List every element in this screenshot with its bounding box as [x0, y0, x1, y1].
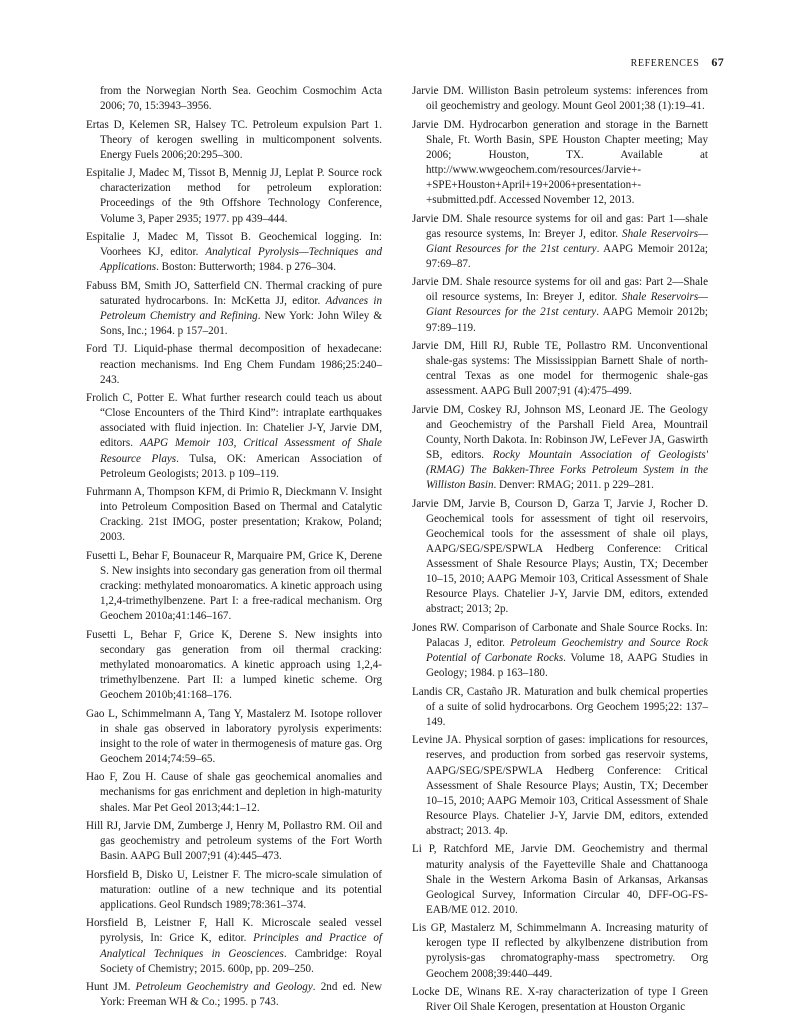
reference-entry: Fabuss BM, Smith JO, Satterfield CN. Thermal cracking of pure saturated hydrocarbons. In: McKetta JJ, editor. Advances in Petroleum Chemistry and Refining. New York: John Wiley & Sons, Inc.; 1964. p 157–201.	[86, 279, 383, 337]
reference-entry: Ford TJ. Liquid-phase thermal decomposition of hexadecane: reaction mechanisms. Ind Eng Chem Fundam 1986;25:240–243.	[86, 343, 382, 386]
reference-entry: Jarvie DM. Hydrocarbon generation and storage in the Barnett Shale, Ft. Worth Basin, SPE Houston Chapter meeting; May 2006; Houston, TX. Available at http://www.wwgeochem.com/resources/Jarvie+-+SPE+Houston+April+19+2006+presentation+-+submitted.pdf. Accessed November 12, 2013.	[412, 118, 708, 207]
reference-entry: Jarvie DM, Jarvie B, Courson D, Garza T, Jarvie J, Rocher D. Geochemical tools for assessment of tight oil reservoirs, Geochemical tools for the assessment of shale oil plays, AAPG/SEG/SPE/SPWLA Hedberg Conference: Critical Assessment of Shale Resource Plays; Austin, TX; December 10–15, 2010; AAPG Memoir 103, Critical Assessment of Shale Resource Plays. Chatelier J-Y, Jarvie DM, editors, extended abstract; 2013; 2p.	[412, 497, 708, 616]
reference-entry: Jarvie DM. Shale resource systems for oil and gas: Part 1—shale gas resource systems, In: Breyer J, editor. Shale Reservoirs—Giant Resources for the 21st century. AAPG Memoir 2012a; 97:69–87.	[412, 212, 708, 270]
reference-entry: Fuhrmann A, Thompson KFM, di Primio R, Dieckmann V. Insight into Petroleum Composition Based on Thermal and Catalytic Cracking. 21st IMOG, poster presentation; Krakow, Poland; 2003.	[86, 486, 382, 544]
reference-entry: Locke DE, Winans RE. X-ray characterization of type I Green River Oil Shale Kerogen, presentation at Houston Organic	[412, 986, 708, 1014]
page-number: 67	[711, 55, 724, 69]
reference-entry: Jones RW. Comparison of Carbonate and Shale Source Rocks. In: Palacas J, editor. Petroleum Geochemistry and Source Rock Potential of Carbonate Rocks. Volume 18, AAPG Studies in Geology; 1984. p 163–180.	[412, 621, 708, 680]
running-head	[631, 55, 724, 70]
reference-entry: Jarvie DM. Shale resource systems for oil and gas: Part 2—Shale oil resource systems, In: Breyer J, editor. Shale Reservoirs—Giant Resources for the 21st century. AAPG Memoir 2012b; 97:89–119.	[412, 276, 708, 334]
reference-entry: Espitalie J, Madec M, Tissot B, Mennig JJ, Leplat P. Source rock characterization method for petroleum exploration: Proceedings of the 9th Offshore Technology Conference, Volume 3, Paper 2935; 1977. pp 439–444.	[86, 167, 382, 225]
reference-entry: Ertas D, Kelemen SR, Halsey TC. Petroleum expulsion Part 1. Theory of kerogen swelling in multicomponent solvents. Energy Fuels 2006;20:295–300.	[86, 118, 382, 161]
right-column	[412, 84, 708, 1019]
reference-entry: Lis GP, Mastalerz M, Schimmelmann A. Increasing maturity of kerogen type II reflected by alkylbenzene distribution from pyrolysis-gas chromatography-mass spectrometry. Org Geochem 2008;39:440–449.	[412, 922, 708, 980]
reference-entry: Landis CR, Castaño JR. Maturation and bulk chemical properties of a suite of solid hydrocarbons. Org Geochem 1995;22: 137–149.	[412, 685, 708, 728]
left-column	[86, 84, 382, 1014]
reference-entry: Hao F, Zou H. Cause of shale gas geochemical anomalies and mechanisms for gas enrichment and depletion in high-maturity shales. Mar Pet Geol 2013;44:1–12.	[86, 771, 382, 814]
reference-entry: Jarvie DM, Coskey RJ, Johnson MS, Leonard JE. The Geology and Geochemistry of the Parshall Field Area, Mountrail County, North Dakota. In: Robinson JW, LeFever JA, Gaswirth SB, editors. Rocky Mountain Association of Geologists' (RMAG) The Bakken-Three Forks Petroleum System in the Williston Basin. Denver: RMAG; 2011. p 229–281.	[412, 403, 709, 492]
reference-entry: Gao L, Schimmelmann A, Tang Y, Mastalerz M. Isotope rollover in shale gas observed in laboratory pyrolysis experiments: insight to the role of water in thermogenesis of mature gas. Org Geochem 2014;74:59–65.	[86, 707, 382, 765]
reference-entry: from the Norwegian North Sea. Geochim Cosmochim Acta 2006; 70, 15:3943–3956.	[100, 85, 382, 113]
reference-entry: Li P, Ratchford ME, Jarvie DM. Geochemistry and thermal maturity analysis of the Fayetteville Shale and Chattanooga Shale in the Western Arkoma Basin of Arkansas, Arkansas Geological Survey, Information Circular 40, DFF-OG-FS-EAB/ME 012. 2010.	[412, 843, 708, 916]
reference-entry: Jarvie DM, Hill RJ, Ruble TE, Pollastro RM. Unconventional shale-gas systems: The Mississippian Barnett Shale of north-central Texas as one model for thermogenic shale-gas assessment. AAPG Bull 2007;91 (4):475–499.	[412, 340, 708, 398]
reference-entry: Horsfield B, Leistner F, Hall K. Microscale sealed vessel pyrolysis, In: Grice K, editor. Principles and Practice of Analytical Techniques in Geosciences. Cambridge: Royal Society of Chemistry; 2015. 600p, pp. 209–250.	[86, 917, 382, 975]
reference-entry: Fusetti L, Behar F, Grice K, Derene S. New insights into secondary gas generation from oil thermal cracking: methylated monoaromatics. A kinetic approach using 1,2,4-trimethylbenzene. Part II: a lumped kinetic scheme. Org Geochem 2010b;41:168–176.	[86, 628, 382, 702]
section-label: REFERENCES	[630, 58, 700, 69]
reference-entry: Hunt JM. Petroleum Geochemistry and Geology. 2nd ed. New York: Freeman WH & Co.; 1995. p 743.	[86, 981, 382, 1009]
reference-entry: Fusetti L, Behar F, Bounaceur R, Marquaire PM, Grice K, Derene S. New insights into secondary gas generation from oil thermal cracking: methylated monoaromatics. A kinetic approach using 1,2,4-trimethylbenzene. Part I: a free-radical mechanism. Org Geochem 2010a;41:146–167.	[86, 549, 382, 623]
reference-entry: Jarvie DM. Williston Basin petroleum systems: inferences from oil geochemistry and geology. Mount Geol 2001;38 (1):19–41.	[412, 85, 708, 113]
reference-entry: Espitalie J, Madec M, Tissot B. Geochemical logging. In: Voorhees KJ, editor. Analytical Pyrolysis—Techniques and Applications. Boston: Butterworth; 1984. p 276–304.	[86, 231, 383, 274]
reference-entry: Frolich C, Potter E. What further research could teach us about “Close Encounters of the Third Kind”: intraplate earthquakes associated with fluid injection. In: Chatelier J-Y, Jarvie DM, editors. AAPG Memoir 103, Critical Assessment of Shale Resource Plays. Tulsa, OK: American Association of Petroleum Geologists; 2013. p 109–119.	[86, 392, 382, 480]
reference-entry: Levine JA. Physical sorption of gases: implications for resources, reserves, and production from sorbed gas reservoir systems, AAPG/SEG/SPE/SPWLA Hedberg Conference: Critical Assessment of Shale Resource Plays; Austin, TX; December 10–15, 2010; AAPG Memoir 103, Critical Assessment of Shale Resource Plays. Chatelier J-Y, Jarvie DM, editors, extended abstract; 2013. 4p.	[412, 734, 708, 837]
reference-entry: Hill RJ, Jarvie DM, Zumberge J, Henry M, Pollastro RM. Oil and gas geochemistry and petroleum systems of the Fort Worth Basin. AAPG Bull 2007;91 (4):445–473.	[86, 820, 382, 863]
reference-entry: Horsfield B, Disko U, Leistner F. The micro-scale simulation of maturation: outline of a new technique and its potential applications. Geol Rundsch 1989;78:361–374.	[86, 868, 382, 911]
